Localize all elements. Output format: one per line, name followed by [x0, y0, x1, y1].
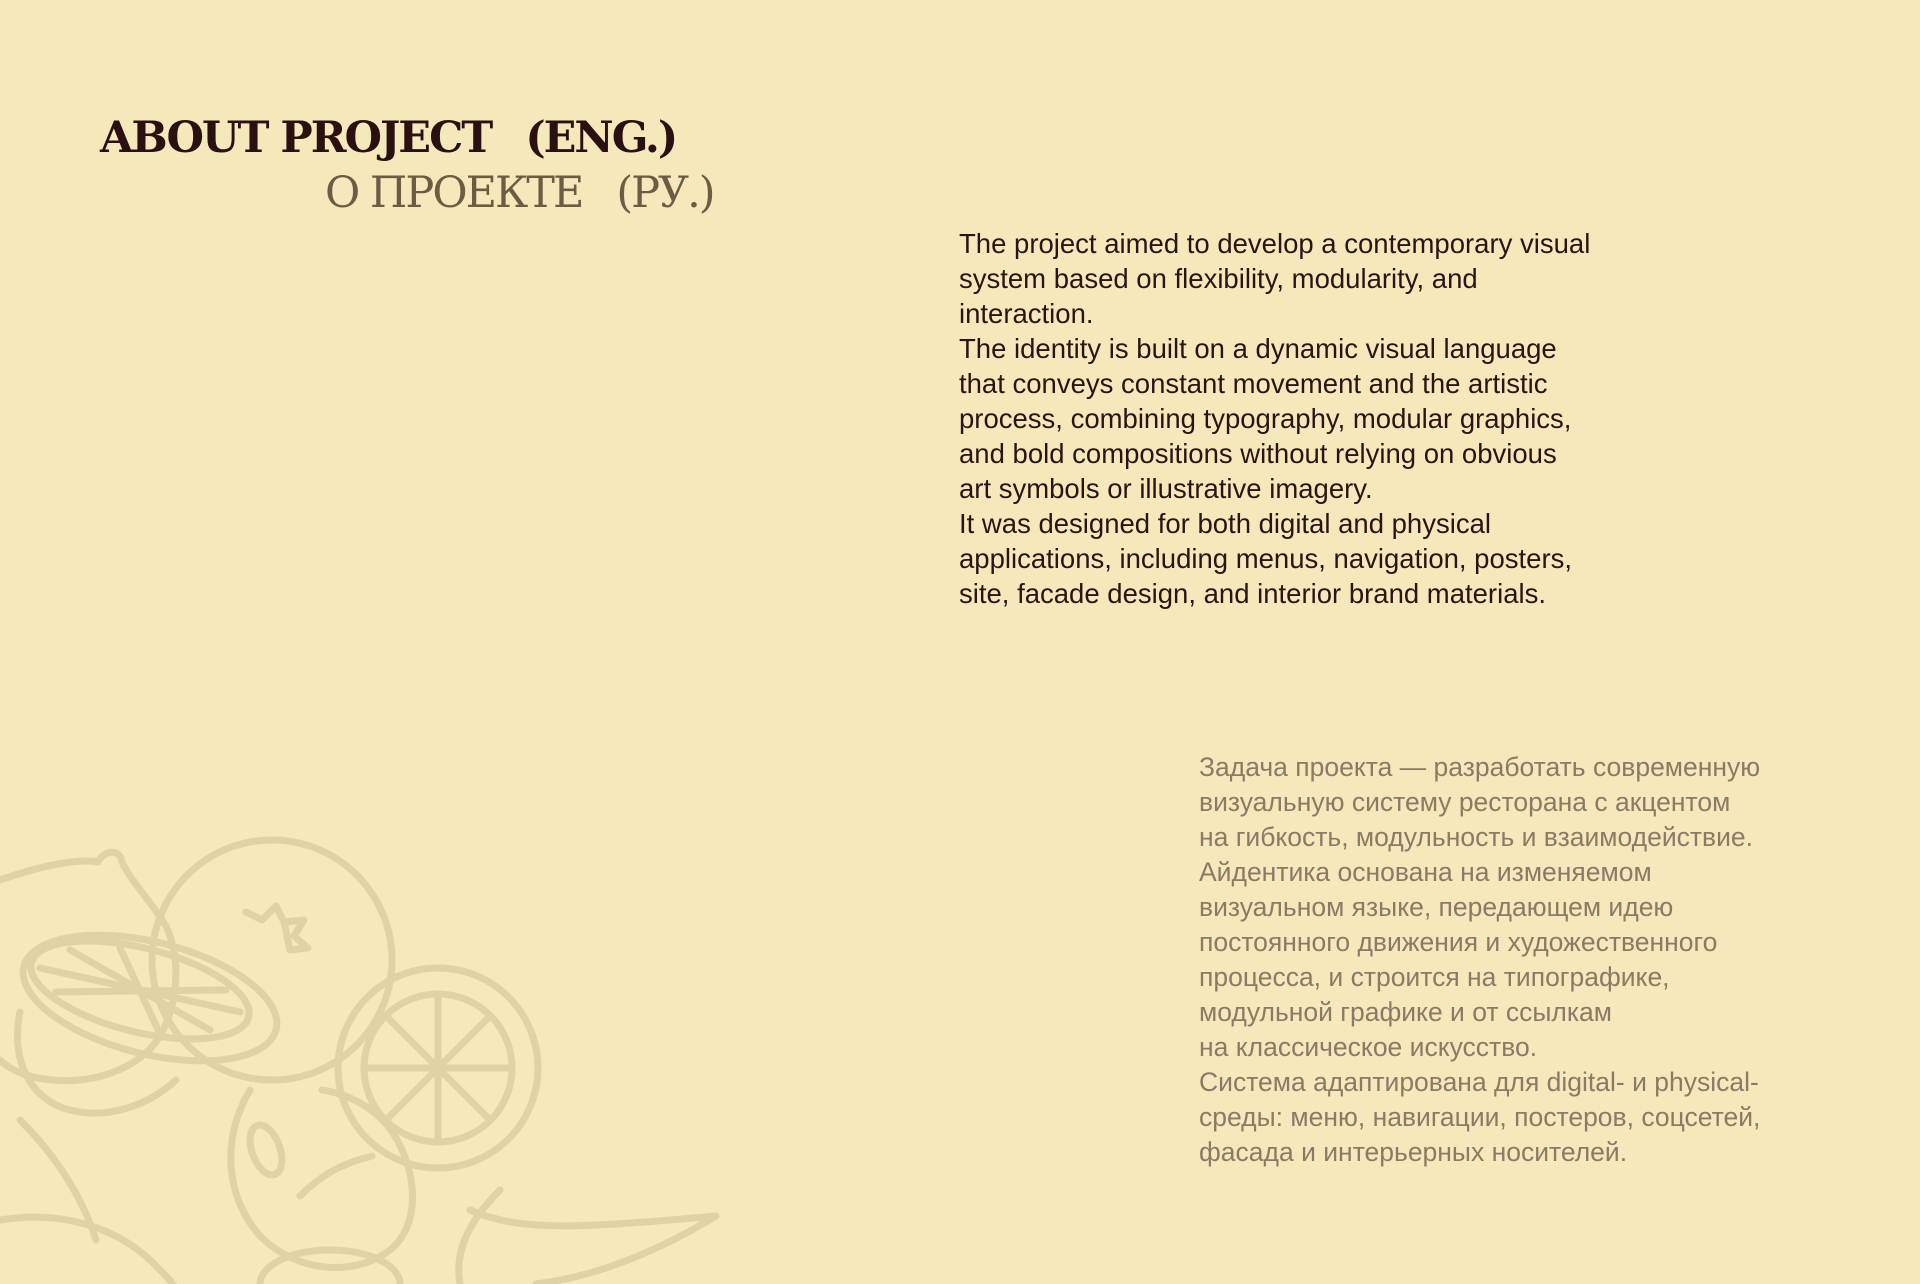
- description-english-line: system based on flexibility, modularity, and: [959, 263, 1478, 294]
- cut-lemon-body: [17, 1012, 176, 1113]
- orange-navel-mark: [246, 906, 308, 950]
- citrus-illustration-icon: [0, 830, 740, 1284]
- description-russian-line: визуальную систему ресторана с акцентом: [1199, 787, 1731, 817]
- heading-russian-lang-tag: (РУ.): [616, 168, 714, 218]
- description-english-line: interaction.: [959, 298, 1094, 329]
- heading-english: [100, 112, 676, 164]
- description-english-line: process, combining typography, modular graphics,: [959, 403, 1572, 434]
- description-russian-line: фасада и интерьерных носителей.: [1199, 1137, 1628, 1167]
- description-english-line: and bold compositions without relying on obvious: [959, 438, 1557, 469]
- description-english-line: It was designed for both digital and physical: [959, 508, 1491, 539]
- description-russian-line: на классическое искусство.: [1199, 1032, 1538, 1062]
- description-russian-line: Система адаптирована для digital- и physical-: [1199, 1067, 1759, 1097]
- description-english-line: applications, including menus, navigation, posters,: [959, 543, 1573, 574]
- description-russian-line: Задача проекта — разработать современную: [1199, 752, 1761, 782]
- description-russian-line: среды: меню, навигации, постеров, соцсетей,: [1199, 1102, 1761, 1132]
- heading-english-title: ABOUT PROJECT: [100, 113, 492, 163]
- heading-english-lang-tag: (ENG.): [525, 113, 677, 163]
- description-russian-line: визуальном языке, передающем идею: [1199, 892, 1674, 922]
- heading-russian: [325, 167, 714, 219]
- description-russian-line: на гибкость, модульность и взаимодействие.: [1199, 822, 1754, 852]
- description-english-line: art symbols or illustrative imagery.: [959, 473, 1373, 504]
- description-russian-line: модульной графике и от ссылкам: [1199, 997, 1613, 1027]
- lemon-wedge: [470, 1210, 716, 1284]
- description-english-line: that conveys constant movement and the artistic: [959, 368, 1548, 399]
- description-english-line: The project aimed to develop a contemporary visual: [959, 228, 1591, 259]
- lemon-wedge-inner: [459, 1190, 500, 1284]
- description-english-line: The identity is built on a dynamic visual language: [959, 333, 1557, 364]
- description-english: [959, 226, 1659, 611]
- heading-russian-title: О ПРОЕКТЕ: [325, 168, 583, 218]
- leaf-seed: [244, 1121, 288, 1179]
- description-english-line: site, facade design, and interior brand materials.: [959, 578, 1546, 609]
- description-russian-line: процесса, и строится на типографике,: [1199, 962, 1670, 992]
- description-russian-line: Айдентика основана на изменяемом: [1199, 857, 1652, 887]
- description-russian: [1199, 750, 1859, 1170]
- description-russian-line: постоянного движения и художественного: [1199, 927, 1718, 957]
- leaf-vein: [300, 1156, 372, 1196]
